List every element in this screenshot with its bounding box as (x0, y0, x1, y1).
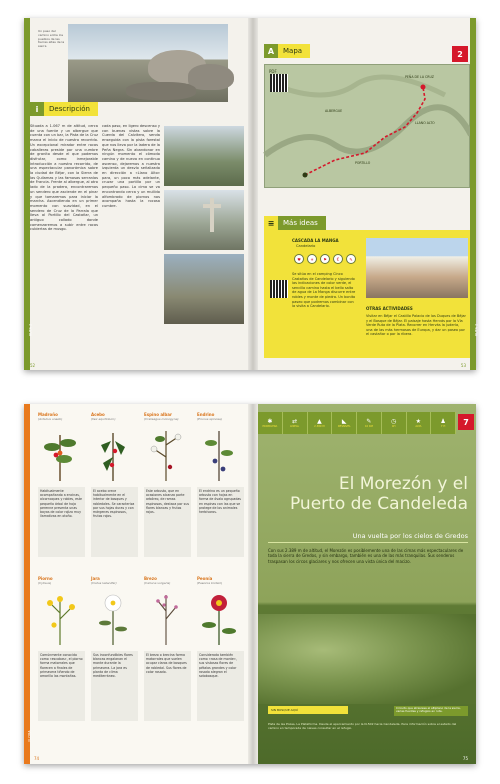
info-bar-right: Circuito que atraviesa el altiplano de la sierra, varias fuentes y refugios en ruta. (394, 706, 468, 716)
runner-right-label: RUTA 2 (474, 323, 479, 337)
plant-card (91, 412, 138, 576)
plant-card (144, 576, 191, 740)
gutter (248, 18, 258, 370)
madrono-illustration (38, 425, 82, 481)
slope-icon: ◣ (341, 418, 347, 425)
stone-cross (210, 198, 214, 232)
espino-illustration (144, 425, 188, 481)
route-number-badge: 7 (458, 414, 474, 430)
plant-card (38, 576, 85, 740)
plant-description: Considerada también como «rosa de monte», sus vistosas flores de pétalos grandes y color rosado alegran el sotobosque. (197, 651, 244, 721)
flag-icon: ⚑ (320, 254, 330, 264)
sun-icon: ☀ (307, 254, 317, 264)
cascade-text: Se sitúa en el camping Cinco Castaños de Candelario y siguiendo las indicaciones de color verde, el sencillo camino hasta el bello salto de agua de La Manga discurre entre robles y monte de piedra. Un bonito paseo que podremos combinar con la visita a Candelario. (292, 272, 356, 309)
info-icon: i (30, 102, 44, 116)
photo-stack (164, 126, 244, 328)
ideas-title: Más ideas (278, 216, 326, 230)
plant-card (197, 412, 244, 576)
info-bar-left: SIN BOSQUE AQUÍ (268, 706, 348, 714)
flora-grid (38, 412, 244, 740)
photo-caption: Un paso del camino entre los pueblos de las tierras altas de la sierra (38, 29, 65, 49)
plant-name: Peonía (197, 576, 213, 581)
stat-label: LINEAL (290, 425, 300, 428)
plant-card (144, 412, 191, 576)
plant-name: Jara (91, 576, 100, 581)
village-photo (366, 238, 468, 298)
map-place: PEÑA DE LA CRUZ (405, 75, 434, 79)
plant-sci-name: (Prunus spinosa) (197, 417, 223, 421)
page-number-right: 53 (460, 363, 466, 368)
route-map (264, 64, 470, 188)
top-spread (24, 18, 479, 370)
runner-right (470, 18, 479, 370)
plant-description: El endrino es un pequeño arbusto con hojas en forma de óvalo agrupadas en espinas con las que se protege de los animales herbívoros. (197, 487, 244, 557)
flora-strip (24, 404, 30, 764)
other-activities-text: Visitar en Béjar el Castillo Palacio de los Duques de Béjar y el Bosque de Béjar. El paisaje hasta Hervás por la Vía Verde Ruta de la Plata. Recorrer en Hervás la judería, una de las más hermosas de Europa, y dar un paseo por el castañar o por la ribera. (366, 314, 466, 337)
plant-name: Acebo (91, 412, 105, 417)
route-intro: Con sus 2.389 m de altitud, el Morezón es posiblemente una de las cimas más espectaculares de toda la sierra de Gredos, y sin embargo, también es una de las más tranquilas. Sus senderos traspasan los circos glaciares y nos ofrecen una vista única del macizo. (268, 548, 464, 564)
plant-card (91, 576, 138, 740)
piorno-illustration (38, 589, 82, 645)
map-pdf-label: PDF (269, 69, 277, 74)
description-header (30, 102, 98, 116)
plant-sci-name: (Ilex aquifolium) (91, 417, 116, 421)
stat-label: ALTA (415, 425, 422, 428)
plant-name: Endrino (197, 412, 215, 417)
stat-label: DESNIVEL (337, 425, 351, 428)
gutter (248, 404, 258, 764)
map-section-letter: A (264, 44, 278, 58)
cascade-location: Candelario (296, 244, 316, 248)
route-number-badge: 2 (452, 46, 468, 62)
jara-illustration (91, 589, 135, 645)
cascade-title: CASCADA LA MANGA (292, 238, 339, 243)
subtitle-rule (268, 542, 468, 543)
plant-name: Espino albar (144, 412, 172, 417)
stat-time (431, 412, 456, 434)
star-icon: ★ (415, 418, 422, 425)
map-place: ALBERGUE (325, 109, 343, 113)
plant-description: Comúnmente conocido como «escobas», el piorno forma matorrales que florecen a finales de primavera tiñendo de amarillo las montañas. (38, 651, 85, 721)
distance-icon: ✎ (366, 418, 372, 425)
plant-description: Habitualmente acompañando a encinas, alcornoques y robles, este pequeño árbol de hoja perenne presenta unas bayas de color rojizo muy llamativas en otoño. (38, 487, 85, 557)
flower-icon: ✱ (267, 418, 273, 425)
runner-left-label: RUTA 2 (28, 323, 33, 337)
hiker-icon: ♟ (440, 418, 446, 425)
route-access-text: Pista de las Pozas, La Plataforma. Desde el aparcamiento por la N-502 hacia Candeleda. Para información sobre el estado del camino en temporada de nieves consultar en el refugio. (268, 722, 457, 730)
plant-sci-name: (Cistus ladanifer) (91, 581, 117, 585)
plant-sci-name: (Cytisus) (38, 581, 52, 585)
plant-name: Piorno (38, 576, 53, 581)
plant-description: El acebo crece habitualmente en el interior de bosques y robledales. Se caracteriza por sus hojas duras y con márgenes espinosos, frutos rojos. (91, 487, 138, 557)
plant-name: Brezo (144, 576, 157, 581)
stat-duration (382, 412, 407, 434)
stat-type (283, 412, 308, 434)
boulder-photo (164, 254, 244, 324)
acebo-illustration (91, 425, 135, 481)
stat-distance (357, 412, 382, 434)
plant-card (197, 576, 244, 740)
route-title-line1: El Morezón y el (338, 474, 468, 494)
plant-description: Este arbusto, que en ocasiones alcanza porte arbóreo, de ramas espinosas, destaca por sus flores blancas y frutos rojos. (144, 487, 191, 557)
stat-label: 10 KM (364, 425, 373, 428)
mountain-icon: ▲ (317, 418, 322, 425)
page-number-left: 52 (30, 363, 36, 368)
plant-card (38, 412, 85, 576)
endrino-illustration (197, 425, 241, 481)
map-title: Mapa (278, 44, 310, 58)
peonia-illustration (197, 589, 241, 645)
clock-icon: ◷ (391, 418, 397, 425)
page-number-left: 74 (34, 756, 40, 761)
map-place: PORTILLO (355, 161, 371, 165)
stat-altitude (308, 412, 333, 434)
plant-sci-name: (Arbutus unedo) (38, 417, 63, 421)
stat-season (258, 412, 283, 434)
ideas-icon: ≡ (264, 216, 278, 230)
route-title-line2: Puerto de Candeleda (289, 494, 468, 514)
map-graphic (265, 65, 471, 189)
heart-icon: ♥ (294, 254, 304, 264)
route-stats-bar (258, 412, 456, 434)
landscape-photo (164, 126, 244, 186)
other-activities-title: OTRAS ACTIVIDADES (366, 306, 413, 311)
plant-sci-name: (Calluna vulgaris) (144, 581, 171, 585)
plant-sci-name: (Paeonia broteri) (197, 581, 223, 585)
page-number-right: 75 (462, 756, 468, 761)
description-title: Descripción (44, 102, 98, 116)
stat-difficulty (407, 412, 432, 434)
rock (188, 64, 234, 90)
rocks-photo (68, 24, 228, 102)
rock (126, 82, 196, 100)
plant-description: El brezo o brecina forma matorrales que suelen ocupar claros de bosques de robledal. Sus flores de color rosado. (144, 651, 191, 721)
stat-label: 4H (391, 425, 396, 428)
stat-label: 2.389 M (314, 425, 325, 428)
ideas-icon-row (294, 254, 356, 264)
stat-label: 7 H (440, 425, 446, 428)
description-col1: Situada a 1.067 m de altitud, cerca de una fuente y un albergue que cuenta con un bar, la Pista de la Cruz marca el inicio de nuestro recorrido. Un excepcional mirador entre rocas caballeras preside por una cumbre de granito desde el que podemos disfrutar, como inmejorable introducción a nuestro recorrido, de una espectacular panorámica sobre la ciudad de Béjar, con la Sierra de las Quilamas y las famosas serranías de Francia. Frente al albergue, al otro lado de la pradera, encontraremos un sendero que asciende en el pinar y que tomaremos para iniciar la marcha. Ascendiendo en un primer momento con suavidad, en el sendero de Cruz de la Parrala que lleva al Portillo del Castañar, un antiguo collado donde comenzaremos a subir entre rocas cubiertas de musgo. (30, 124, 98, 232)
map-place: LLANO ALTO (415, 121, 435, 125)
pencil-icon: ✎ (346, 254, 356, 264)
stat-elevation (332, 412, 357, 434)
qr-code-ideas[interactable] (270, 280, 288, 298)
flora-strip-label: FLORA (27, 730, 32, 742)
plant-description: Sus inconfundibles flores blancas engalanan el monte durante la primavera. La jara es planta de clima mediterráneo. (91, 651, 138, 721)
plant-sci-name: (Crataegus monogyna) (144, 417, 179, 421)
map-header (264, 44, 310, 58)
bottom-spread (24, 404, 476, 764)
euro-icon: € (333, 254, 343, 264)
brezo-illustration (144, 589, 188, 645)
route-subtitle: Una vuelta por los cielos de Gredos (352, 532, 468, 540)
description-col2: cada paso, en ligero descenso y con buenas vistas sobre la Cuerda del Calvitero, senda enseguida con la pista forestal que nos lleva por la ladera de la Peña Negra. Sin abandonar en ningún momento el cómodo camino y de nuevo en continuo ascenso, dejaremos a nuestra izquierda un desvío señalizado en dirección a «Llano Alto» para, un poco más adelante, cruzar una portilla por un pequeño paso. La cima se va encontrando cerca y un mullido alfombrado de piornos nos acompaña hasta la rocosa cumbre. (102, 124, 160, 208)
cross-photo (164, 190, 244, 250)
mountain-photo (258, 614, 476, 704)
stat-label: PRIMAVERA (262, 425, 278, 428)
arrows-icon: ⇄ (292, 418, 298, 425)
qr-code-map[interactable] (270, 74, 288, 92)
ideas-header (264, 216, 326, 230)
route-title (268, 474, 468, 514)
plant-name: Madroño (38, 412, 58, 417)
